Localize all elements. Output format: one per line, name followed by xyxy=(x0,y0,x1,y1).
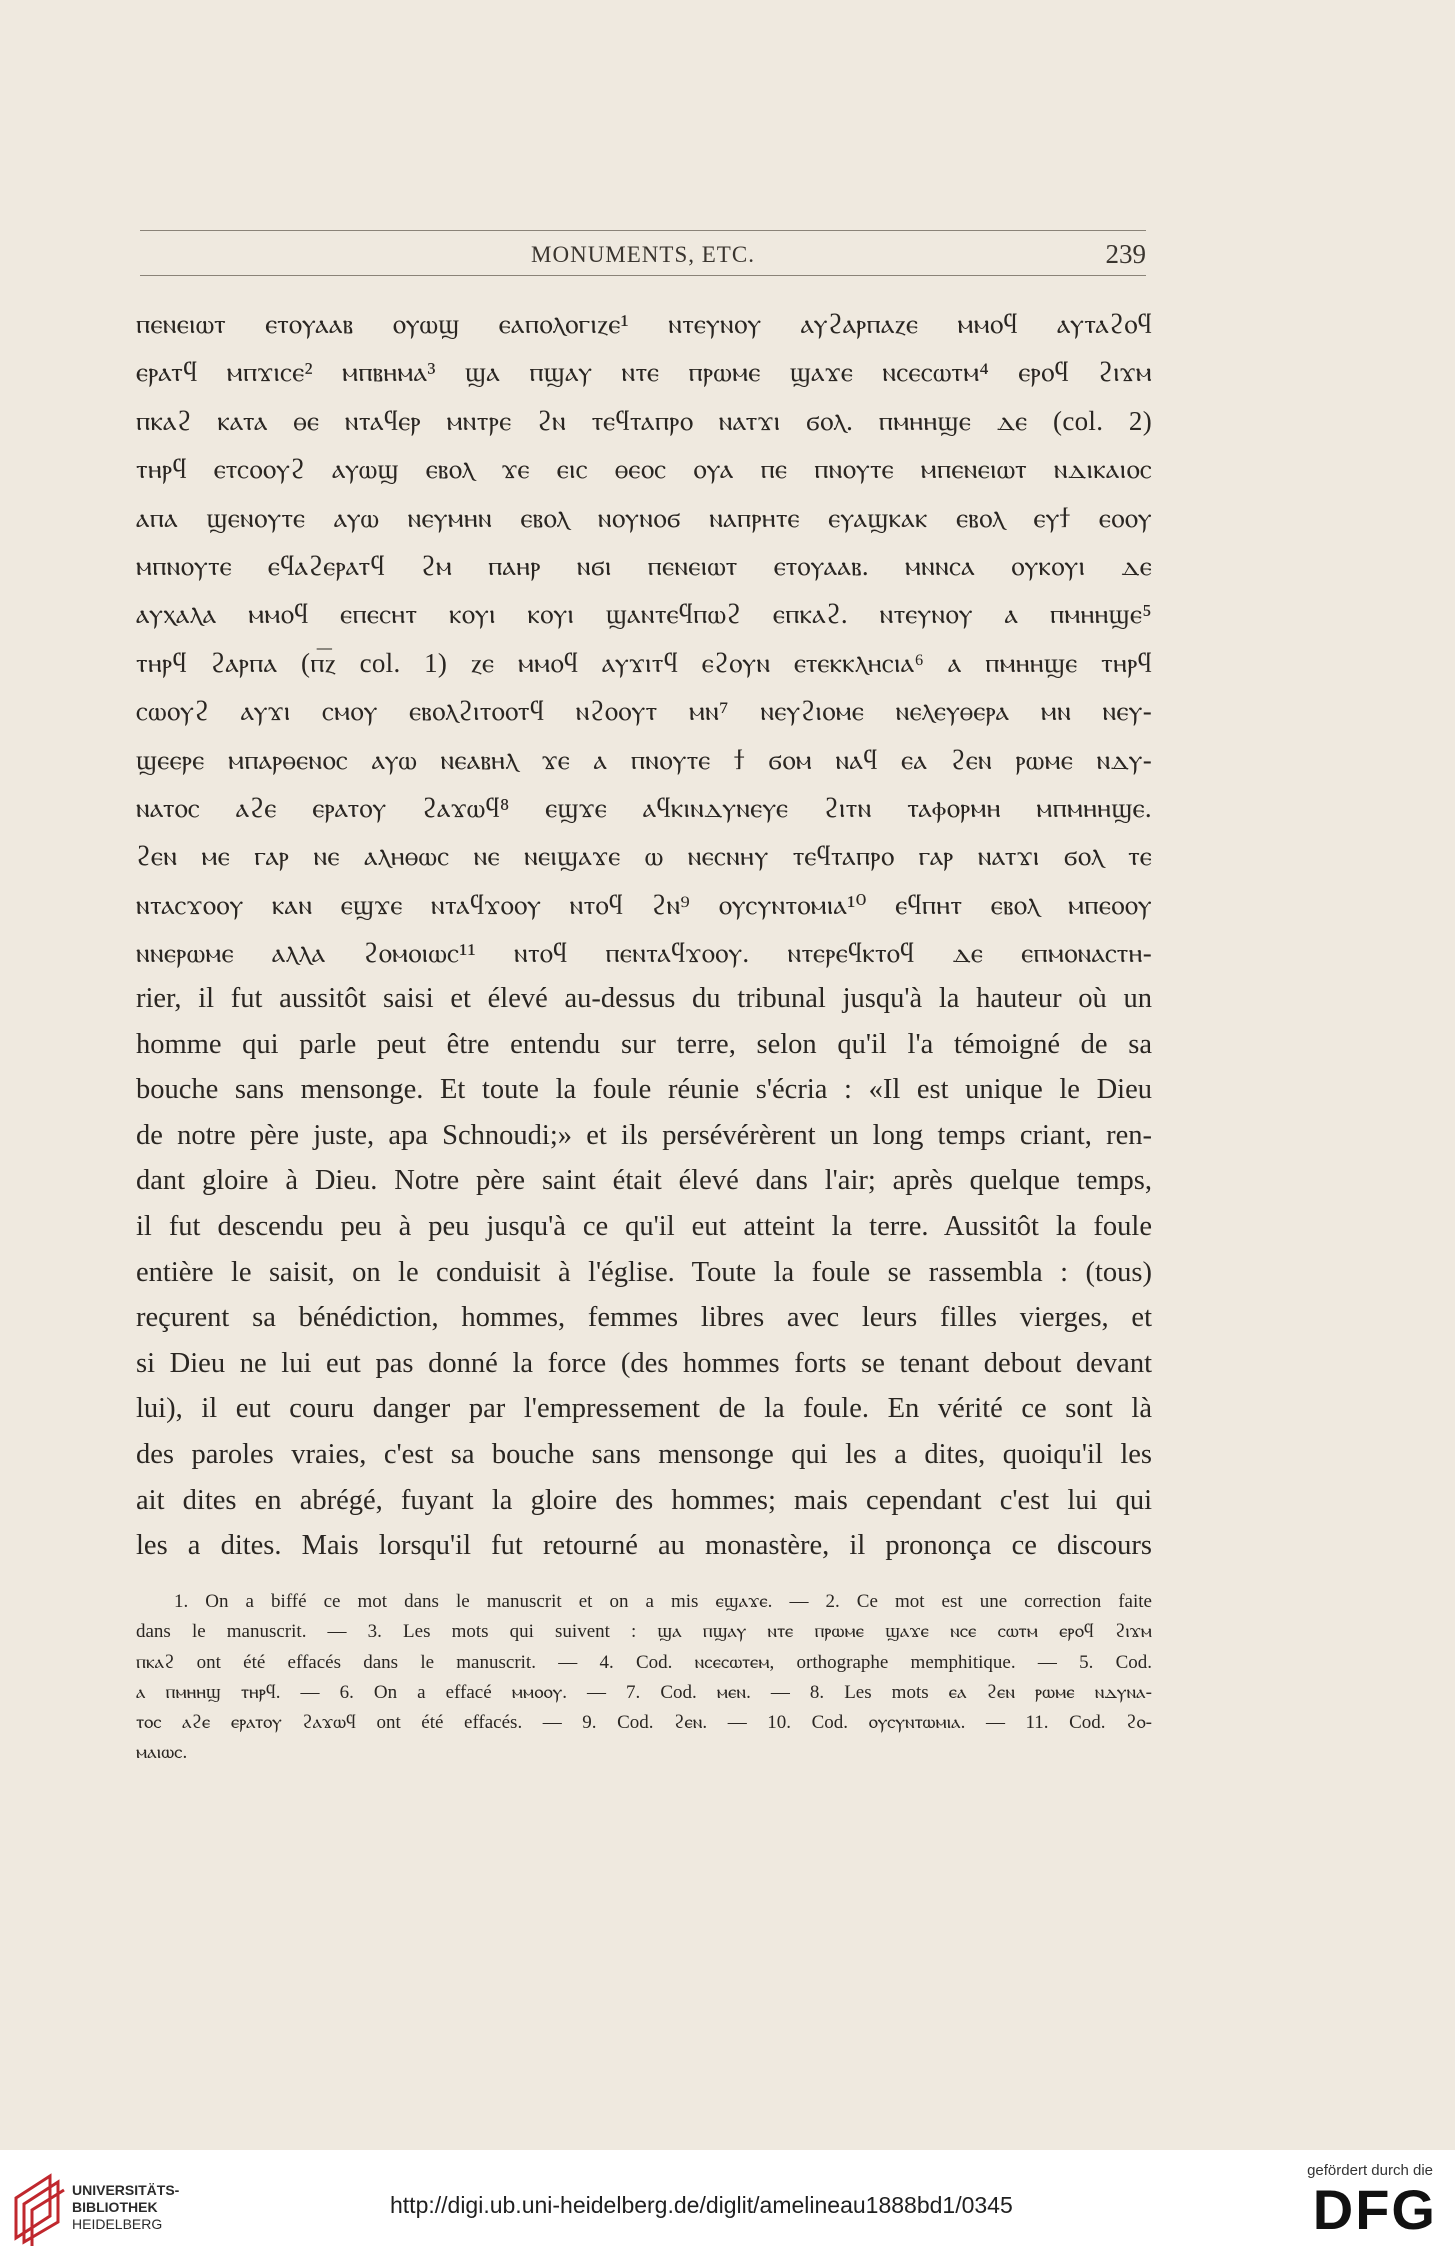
library-name-line1: UNIVERSITÄTS- xyxy=(72,2182,180,2198)
coptic-line: ϩⲉⲛ ⲙⲉ ⲅⲁⲣ ⲛⲉ ⲁⲗⲏⲑⲱⲥ ⲛⲉ ⲛⲉⲓϣⲁϫⲉ ⲱ ⲛⲉⲥⲛⲏⲩ ⲧⲉϥⲧⲁⲡⲣⲟ ⲅⲁⲣ ⲛⲁⲧϫⲓ ϭⲟⲗ ⲧⲉ xyxy=(136,841,1152,872)
coptic-line: ⲛⲧⲁⲥϫⲟⲟⲩ ⲕⲁⲛ ⲉϣϫⲉ ⲛⲧⲁϥϫⲟⲟⲩ ⲛⲧⲟϥ ϩⲛ⁹ ⲟⲩⲥⲩⲛⲧⲟⲙⲓⲁ¹⁰ ⲉϥⲡⲏⲧ ⲉⲃⲟⲗ ⲙⲡⲉⲟⲟⲩ xyxy=(136,889,1152,920)
french-line: bouche sans mensonge. Et toute la foule réunie s'écria : «Il est unique le Dieu xyxy=(136,1074,1152,1106)
french-translation-block xyxy=(136,976,1152,1569)
coptic-line: ⲉⲣⲁⲧϥ ⲙⲡϫⲓⲥⲉ² ⲙⲡⲃⲏⲙⲁ³ ϣⲁ ⲡϣⲁⲩ ⲛⲧⲉ ⲡⲣⲱⲙⲉ ϣⲁϫⲉ ⲛⲥⲉⲥⲱⲧⲙ⁴ ⲉⲣⲟϥ ϩⲓϫⲙ xyxy=(136,357,1152,388)
coptic-line: ⲡⲕⲁϩ ⲕⲁⲧⲁ ⲑⲉ ⲛⲧⲁϥⲉⲣ ⲙⲛⲧⲣⲉ ϩⲛ ⲧⲉϥⲧⲁⲡⲣⲟ ⲛⲁⲧϫⲓ ϭⲟⲗ. ⲡⲙⲏⲏϣⲉ ⲇⲉ (col. 2) xyxy=(136,405,1152,436)
coptic-line: ⲁⲡⲁ ϣⲉⲛⲟⲩⲧⲉ ⲁⲩⲱ ⲛⲉⲩⲙⲏⲛ ⲉⲃⲟⲗ ⲛⲟⲩⲛⲟϭ ⲛⲁⲡⲣⲏⲧⲉ ⲉⲩⲁϣⲕⲁⲕ ⲉⲃⲟⲗ ⲉⲩϯ ⲉⲟⲟⲩ xyxy=(136,502,1152,533)
footnote-line: ⲁ ⲡⲙⲏⲏϣ ⲧⲏⲣϥ. — 6. On a effacé ⲙⲙⲟⲟⲩ. — 7. Cod. ⲙⲉⲛ. — 8. Les mots ⲉⲁ ϩⲉⲛ ⲣⲱⲙⲉ ⲛⲇⲩⲛⲁ- xyxy=(136,1681,1152,1703)
dfg-wordmark: DFG xyxy=(1312,2178,1437,2241)
page-header xyxy=(140,239,1146,272)
footnote-line: ⲧⲟⲥ ⲁϩⲉ ⲉⲣⲁⲧⲟⲩ ϩⲁϫⲱϥ ont été effacés. — 9. Cod. ϩⲉⲛ. — 10. Cod. ⲟⲩⲥⲩⲛⲧⲱⲙⲓⲁ. — 11. Cod. ϩⲟ- xyxy=(136,1712,1152,1734)
french-line: entière le saisit, on le conduisit à l'église. Toute la foule se rassembla : (tous) xyxy=(136,1256,1152,1288)
french-line: homme qui parle peut être entendu sur terre, selon qu'il l'a témoigné de sa xyxy=(136,1028,1152,1060)
library-name xyxy=(72,2182,179,2233)
coptic-line: ⲧⲏⲣϥ ⲉⲧⲥⲟⲟⲩϩ ⲁⲩⲱϣ ⲉⲃⲟⲗ ϫⲉ ⲉⲓⲥ ⲑⲉⲟⲥ ⲟⲩⲁ ⲡⲉ ⲡⲛⲟⲩⲧⲉ ⲙⲡⲉⲛⲉⲓⲱⲧ ⲛⲇⲓⲕⲁⲓⲟⲥ xyxy=(136,454,1152,485)
french-line: dant gloire à Dieu. Notre père saint était élevé dans l'air; après quelque temps, xyxy=(136,1165,1152,1197)
permalink-url[interactable]: http://digi.ub.uni-heidelberg.de/diglit/amelineau1888bd1/0345 xyxy=(390,2192,1013,2218)
sponsor-caption: gefördert durch die xyxy=(1307,2162,1433,2179)
coptic-line: ⲁⲩⲭⲁⲗⲁ ⲙⲙⲟϥ ⲉⲡⲉⲥⲏⲧ ⲕⲟⲩⲓ ⲕⲟⲩⲓ ϣⲁⲛⲧⲉϥⲡⲱϩ ⲉⲡⲕⲁϩ. ⲛⲧⲉⲩⲛⲟⲩ ⲁ ⲡⲙⲏⲏϣⲉ⁵ xyxy=(136,599,1152,630)
french-line: si Dieu ne lui eut pas donné la force (des hommes forts se tenant debout devant xyxy=(136,1347,1152,1379)
footnotes-block xyxy=(136,1587,1152,1769)
footnote-line: ⲡⲕⲁϩ ont été effacés dans le manuscrit. — 4. Cod. ⲛⲥⲉⲥⲱⲧⲉⲙ, orthographe memphitique. — 5. Cod. xyxy=(136,1651,1152,1673)
sponsor-logo[interactable] xyxy=(1277,2162,1437,2257)
header-rule-top xyxy=(140,230,1146,231)
coptic-line: ⲛⲛⲉⲣⲱⲙⲉ ⲁⲗⲗⲁ ϩⲟⲙⲟⲓⲱⲥ¹¹ ⲛⲧⲟϥ ⲡⲉⲛⲧⲁϥϫⲟⲟⲩ. ⲛⲧⲉⲣⲉϥⲕⲧⲟϥ ⲇⲉ ⲉⲡⲙⲟⲛⲁⲥⲧⲏ- xyxy=(136,938,1152,969)
coptic-line: ⲛⲁⲧⲟⲥ ⲁϩⲉ ⲉⲣⲁⲧⲟⲩ ϩⲁϫⲱϥ⁸ ⲉϣϫⲉ ⲁϥⲕⲓⲛⲇⲩⲛⲉⲩⲉ ϩⲓⲧⲛ ⲧⲁⲫⲟⲣⲙⲏ ⲙⲡⲙⲏⲏϣⲉ. xyxy=(136,792,1152,823)
french-line: reçurent sa bénédiction, hommes, femmes libres avec leurs filles vierges, et xyxy=(136,1302,1152,1334)
library-name-line2: BIBLIOTHEK xyxy=(72,2199,158,2215)
footnote-line: 1. On a biffé ce mot dans le manuscrit et on a mis ⲉϣⲁϫⲉ. — 2. Ce mot est une correction faite xyxy=(174,1591,1152,1612)
library-logo[interactable] xyxy=(10,2168,180,2248)
french-line: rier, il fut aussitôt saisi et élevé au-dessus du tribunal jusqu'à la hauteur où un xyxy=(136,983,1152,1014)
french-line: ait dites en abrégé, fuyant la gloire des hommes; mais cependant c'est lui qui xyxy=(136,1484,1152,1516)
footnote-line: dans le manuscrit. — 3. Les mots qui suivent : ϣⲁ ⲡϣⲁⲩ ⲛⲧⲉ ⲡⲣⲱⲙⲉ ϣⲁϫⲉ ⲛⲥⲉ ⲥⲱⲧⲙ ⲉⲣⲟϥ ϩⲓϫⲙ xyxy=(136,1621,1152,1643)
coptic-line: ϣⲉⲉⲣⲉ ⲙⲡⲁⲣⲑⲉⲛⲟⲥ ⲁⲩⲱ ⲛⲉⲁⲃⲏⲗ ϫⲉ ⲁ ⲡⲛⲟⲩⲧⲉ ϯ ϭⲟⲙ ⲛⲁϥ ⲉⲁ ϩⲉⲛ ⲣⲱⲙⲉ ⲛⲇⲩ- xyxy=(136,744,1152,775)
coptic-line: ⲥⲱⲟⲩϩ ⲁⲩϫⲓ ⲥⲙⲟⲩ ⲉⲃⲟⲗϩⲓⲧⲟⲟⲧϥ ⲛϩⲟⲟⲩⲧ ⲙⲛ⁷ ⲛⲉⲩϩⲓⲟⲙⲉ ⲛⲉⲗⲉⲩⲑⲉⲣⲁ ⲙⲛ ⲛⲉⲩ- xyxy=(136,696,1152,727)
library-emblem-icon xyxy=(10,2168,66,2248)
coptic-text-block xyxy=(136,300,1152,977)
french-line: les a dites. Mais lorsqu'il fut retourné au monastère, il prononça ce discours xyxy=(136,1530,1152,1562)
page-number: 239 xyxy=(1105,239,1146,269)
coptic-line: ⲡⲉⲛⲉⲓⲱⲧ ⲉⲧⲟⲩⲁⲁⲃ ⲟⲩⲱϣ ⲉⲁⲡⲟⲗⲟⲅⲓⲍⲉ¹ ⲛⲧⲉⲩⲛⲟⲩ ⲁⲩϩⲁⲣⲡⲁⲍⲉ ⲙⲙⲟϥ ⲁⲩⲧⲁϩⲟϥ xyxy=(136,309,1152,339)
running-title: MONUMENTS, ETC. xyxy=(531,242,755,267)
french-line: de notre père juste, apa Schnoudi;» et ils persévérèrent un long temps criant, ren- xyxy=(136,1119,1152,1151)
viewer-footer xyxy=(0,2150,1455,2266)
french-line: des paroles vraies, c'est sa bouche sans mensonge qui les a dites, quoiqu'il les xyxy=(136,1438,1152,1470)
french-line: lui), il eut couru danger par l'empressement de la foule. En vérité ce sont là xyxy=(136,1393,1152,1425)
coptic-line: ⲧⲏⲣϥ ϩⲁⲣⲡⲁ (ⲡ͞ⲍ col. 1) ⲍⲉ ⲙⲙⲟϥ ⲁⲩϫⲓⲧϥ ⲉϩⲟⲩⲛ ⲉⲧⲉⲕⲕⲗⲏⲥⲓⲁ⁶ ⲁ ⲡⲙⲏⲏϣⲉ ⲧⲏⲣϥ xyxy=(136,647,1152,678)
french-line: il fut descendu peu à peu jusqu'à ce qu'il eut atteint la terre. Aussitôt la foule xyxy=(136,1210,1152,1242)
header-rule-bottom xyxy=(140,275,1146,276)
coptic-line: ⲙⲡⲛⲟⲩⲧⲉ ⲉϥⲁϩⲉⲣⲁⲧϥ ϩⲙ ⲡⲁⲏⲣ ⲛϭⲓ ⲡⲉⲛⲉⲓⲱⲧ ⲉⲧⲟⲩⲁⲁⲃ. ⲙⲛⲛⲥⲁ ⲟⲩⲕⲟⲩⲓ ⲇⲉ xyxy=(136,550,1152,581)
footnote-line: ⲙⲁⲓⲱⲥ. xyxy=(136,1742,188,1764)
library-name-line3: HEIDELBERG xyxy=(72,2216,163,2232)
